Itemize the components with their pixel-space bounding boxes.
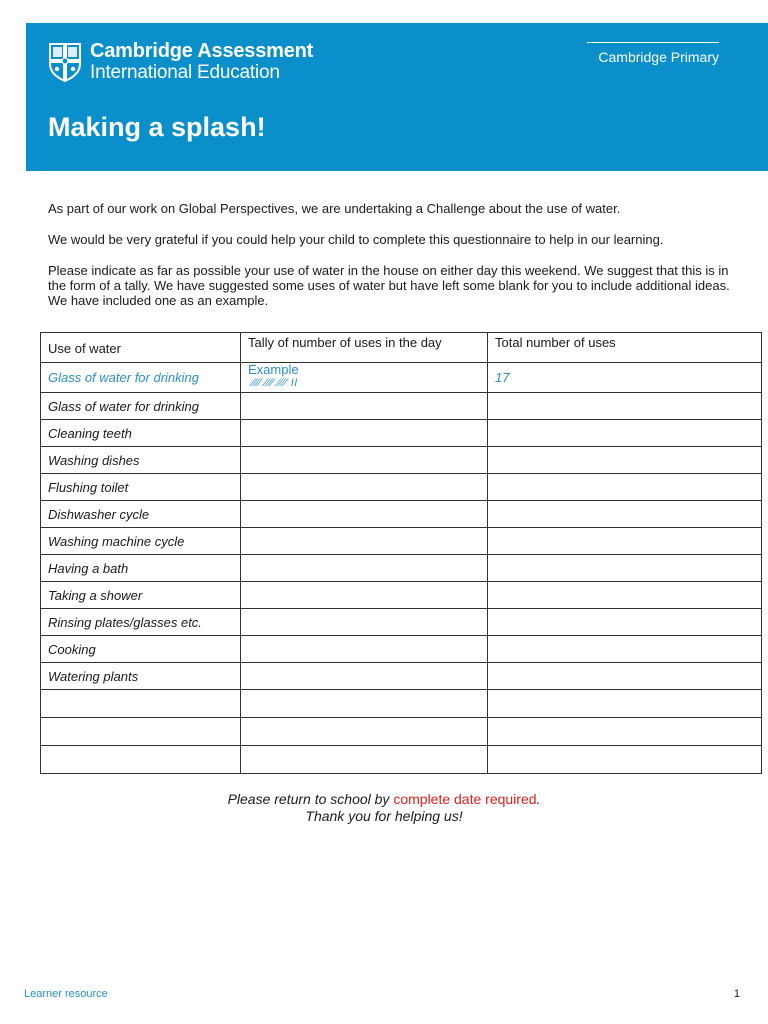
use-cell: Glass of water for drinking — [41, 393, 241, 420]
org-name-line1: Cambridge Assessment — [90, 40, 314, 62]
table-row — [41, 718, 762, 746]
tally-cell[interactable] — [241, 690, 488, 718]
use-cell: Watering plants — [41, 663, 241, 690]
header-tally: Tally of number of uses in the day — [241, 333, 488, 363]
total-cell[interactable] — [488, 746, 762, 774]
tally-cell[interactable] — [241, 393, 488, 420]
total-cell[interactable] — [488, 690, 762, 718]
total-cell[interactable] — [488, 393, 762, 420]
total-cell[interactable] — [488, 528, 762, 555]
return-note — [0, 791, 768, 825]
water-use-table — [40, 332, 762, 774]
table-row — [41, 582, 762, 609]
example-tally-marks: ∕∕∕∕ ∕∕∕∕ ∕∕∕∕ II — [252, 377, 298, 389]
use-cell — [41, 690, 241, 718]
table-row — [41, 447, 762, 474]
org-name-line2: International Education — [90, 62, 280, 83]
use-cell: Washing machine cycle — [41, 528, 241, 555]
tally-cell[interactable] — [241, 663, 488, 690]
programme-label: Cambridge Primary — [587, 42, 719, 65]
total-cell[interactable] — [488, 609, 762, 636]
tally-cell[interactable] — [241, 555, 488, 582]
table-row — [41, 474, 762, 501]
return-suffix: . — [536, 791, 541, 807]
total-cell[interactable] — [488, 718, 762, 746]
table-row — [41, 501, 762, 528]
cambridge-shield-icon — [48, 42, 82, 82]
table-row — [41, 636, 762, 663]
table-row — [41, 609, 762, 636]
page-number: 1 — [733, 988, 740, 1000]
table-row — [41, 393, 762, 420]
example-row — [41, 363, 762, 393]
tally-cell[interactable] — [241, 447, 488, 474]
total-cell[interactable] — [488, 663, 762, 690]
example-tally-cell — [241, 363, 488, 393]
return-prefix: Please return to school by — [227, 791, 394, 807]
total-cell[interactable] — [488, 582, 762, 609]
example-total: 17 — [488, 363, 762, 393]
intro-text — [48, 201, 738, 324]
header-banner — [26, 23, 768, 171]
thanks-text: Thank you for helping us! — [305, 808, 463, 824]
use-cell: Cleaning teeth — [41, 420, 241, 447]
intro-paragraph-3: Please indicate as far as possible your use of water in the house on either day this weekend. We suggest that this is in the form of a tally. We have suggested some uses of water but have left some blank for you to include additional ideas. We have included one as an example. — [48, 263, 730, 308]
use-cell: Cooking — [41, 636, 241, 663]
use-cell: Washing dishes — [41, 447, 241, 474]
total-cell[interactable] — [488, 501, 762, 528]
tally-cell[interactable] — [241, 420, 488, 447]
example-label: Example — [248, 362, 299, 377]
use-cell: Rinsing plates/glasses etc. — [41, 609, 241, 636]
table-row — [41, 555, 762, 582]
intro-paragraph-2: We would be very grateful if you could help your child to complete this questionnaire to help in our learning. — [48, 232, 664, 247]
header-use: Use of water — [41, 333, 241, 363]
use-cell — [41, 718, 241, 746]
return-date-required: complete date required — [393, 791, 537, 807]
tally-cell[interactable] — [241, 609, 488, 636]
total-cell[interactable] — [488, 555, 762, 582]
total-cell[interactable] — [488, 636, 762, 663]
intro-paragraph-1: As part of our work on Global Perspectives, we are undertaking a Challenge about the use of water. — [48, 201, 621, 216]
table-row — [41, 663, 762, 690]
page-title: Making a splash! — [48, 112, 266, 142]
use-cell: Flushing toilet — [41, 474, 241, 501]
total-cell[interactable] — [488, 474, 762, 501]
header-total: Total number of uses — [488, 333, 762, 363]
total-cell[interactable] — [488, 420, 762, 447]
tally-cell[interactable] — [241, 474, 488, 501]
table-row — [41, 690, 762, 718]
table-row — [41, 420, 762, 447]
learner-resource-label: Learner resource — [24, 988, 108, 1000]
use-cell — [41, 746, 241, 774]
cambridge-logo — [48, 40, 313, 84]
example-use: Glass of water for drinking — [41, 363, 241, 393]
tally-cell[interactable] — [241, 636, 488, 663]
tally-cell[interactable] — [241, 528, 488, 555]
tally-cell[interactable] — [241, 501, 488, 528]
total-cell[interactable] — [488, 447, 762, 474]
use-cell: Dishwasher cycle — [41, 501, 241, 528]
tally-cell[interactable] — [241, 746, 488, 774]
tally-cell[interactable] — [241, 582, 488, 609]
tally-cell[interactable] — [241, 718, 488, 746]
table-header-row — [41, 333, 762, 363]
use-cell: Taking a shower — [41, 582, 241, 609]
use-cell: Having a bath — [41, 555, 241, 582]
table-row — [41, 746, 762, 774]
table-row — [41, 528, 762, 555]
